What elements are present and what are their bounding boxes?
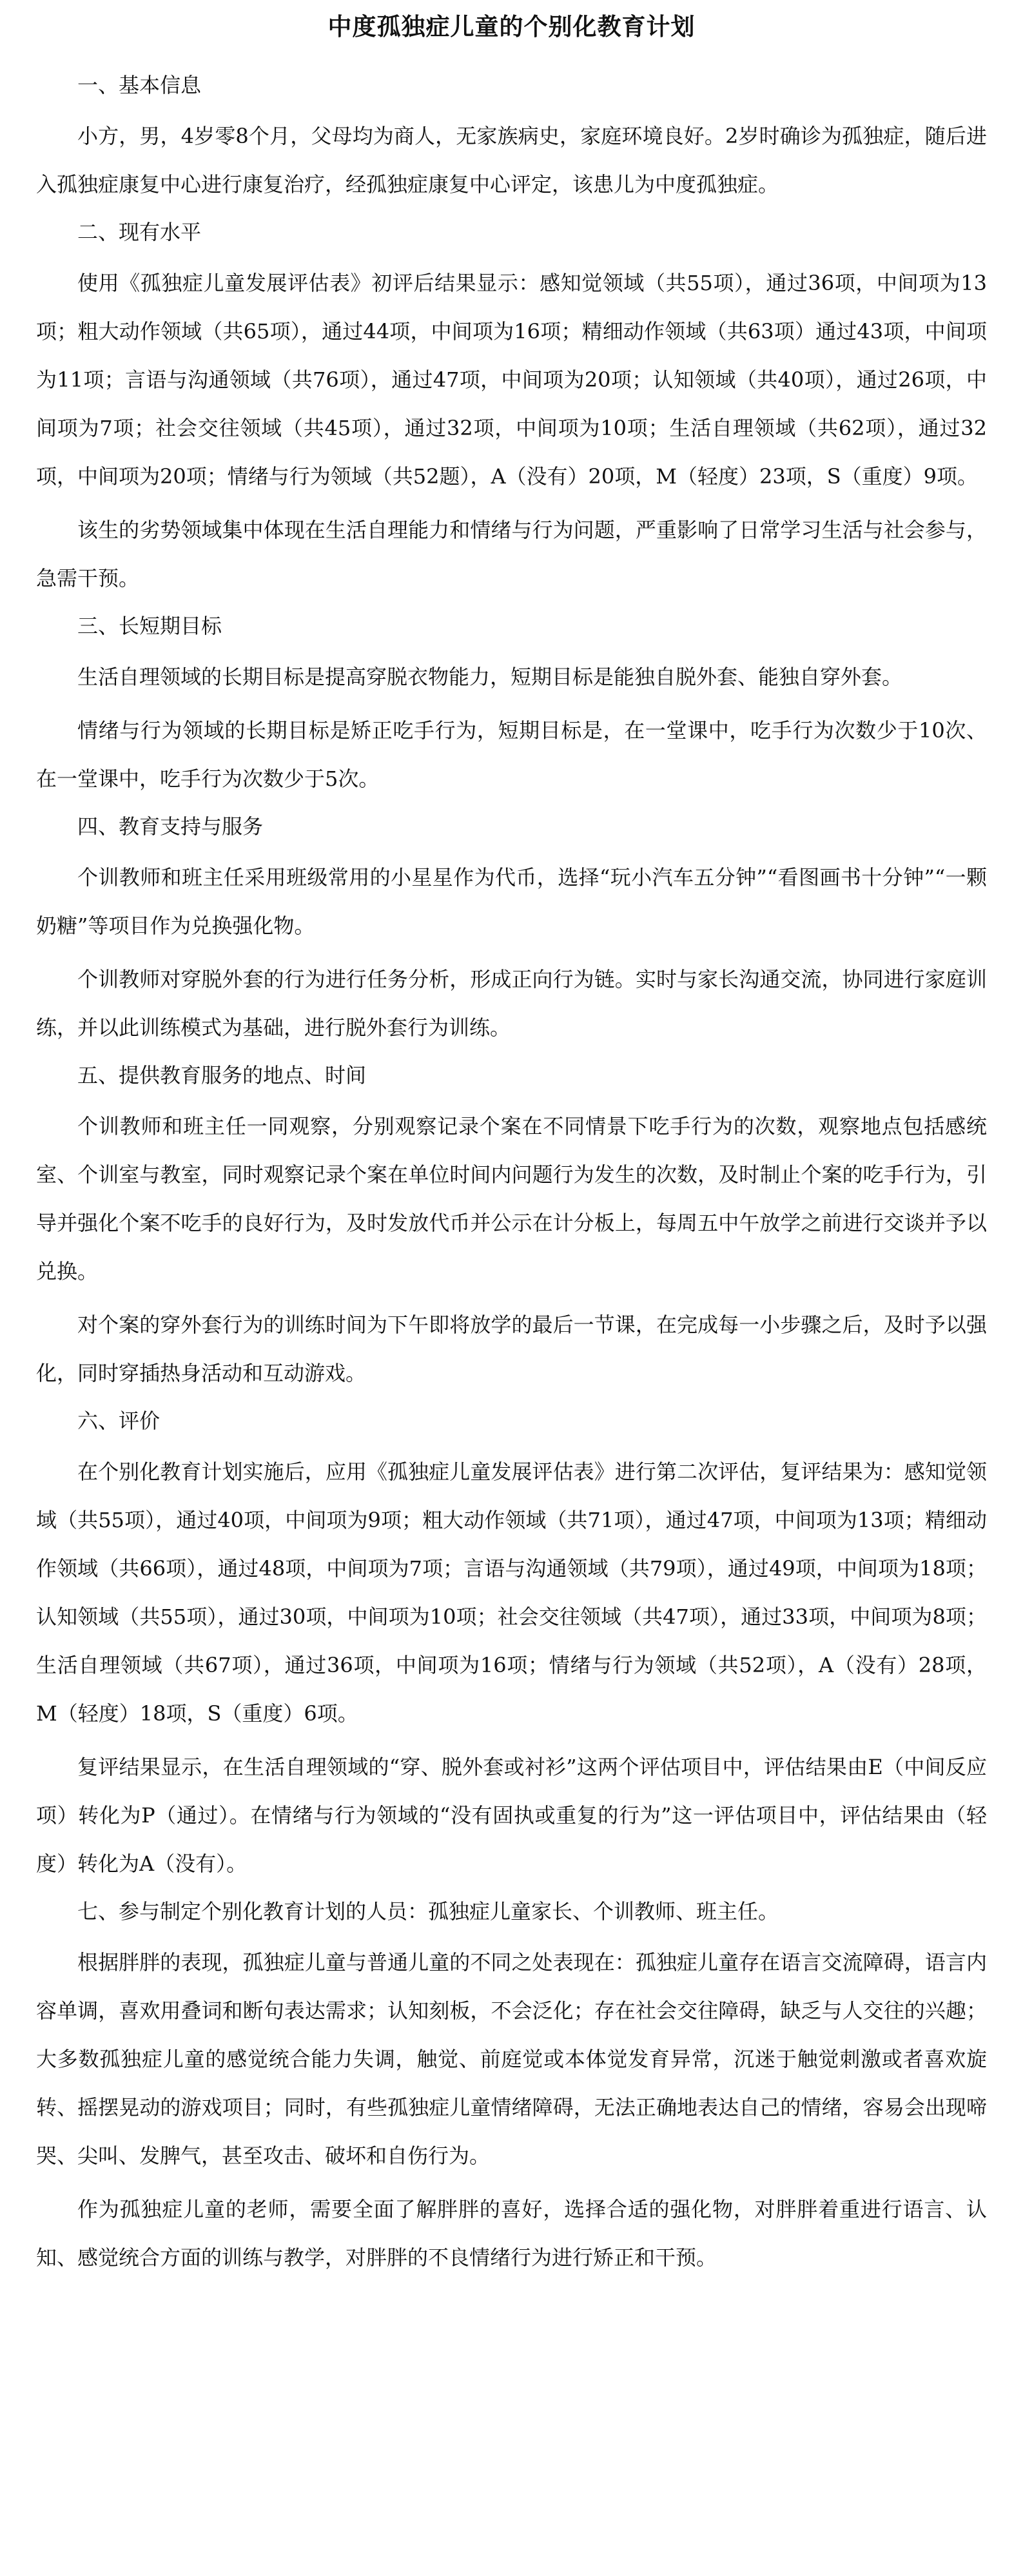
section-heading: 七、参与制定个别化教育计划的人员：孤独症儿童家长、个训教师、班主任。	[77, 1899, 779, 1924]
paragraph: 作为孤独症儿童的老师，需要全面了解胖胖的喜好，选择合适的强化物，对胖胖着重进行语言、认知、感觉统合方面的训练与教学，对胖胖的不良情绪行为进行矫正和干预。	[36, 2197, 987, 2270]
section-participants	[36, 1893, 987, 2282]
paragraph: 在个别化教育计划实施后，应用《孤独症儿童发展评估表》进行第二次评估，复评结果为：感知觉领域（共55项），通过40项，中间项为9项；粗大动作领域（共71项），通过47项，中间项为13项；精细动作领域（共66项），通过48项，中间项为7项；言语与沟通领域（共79项），通过49项，中间项为18项；认知领域（共55项），通过30项，中间项为10项；社会交往领域（共47项），通过33项，中间项为8项；生活自理领域（共67项），通过36项，中间项为16项；情绪与行为领域（共52项），A（没有）28项，M（轻度）18项，S（重度）6项。	[36, 1459, 987, 1726]
paragraph: 该生的劣势领域集中体现在生活自理能力和情绪与行为问题，严重影响了日常学习生活与社会参与，急需干预。	[36, 518, 987, 590]
section-heading: 五、提供教育服务的地点、时间	[77, 1063, 367, 1088]
section-evaluation	[36, 1403, 987, 1888]
section-goals	[36, 608, 987, 803]
paragraph: 使用《孤独症儿童发展评估表》初评后结果显示：感知觉领域（共55项），通过36项，中间项为13项；粗大动作领域（共65项），通过44项，中间项为16项；精细动作领域（共63项）通过43项，中间项为11项；言语与沟通领域（共76项），通过47项，中间项为20项；认知领域（共40项），通过26项，中间项为7项；社会交往领域（共45项），通过32项，中间项为10项；生活自理领域（共62项），通过32项，中间项为20项；情绪与行为领域（共52题），A（没有）20项，M（轻度）23项，S（重度）9项。	[36, 271, 987, 489]
section-heading: 二、现有水平	[77, 220, 202, 244]
paragraph: 复评结果显示，在生活自理领域的“穿、脱外套或衬衫”这两个评估项目中，评估结果由E（中间反应项）转化为P（通过）。在情绪与行为领域的“没有固执或重复的行为”这一评估项目中，评估结果由（轻度）转化为A（没有）。	[36, 1755, 987, 1876]
section-heading: 六、评价	[77, 1409, 161, 1433]
paragraph: 根据胖胖的表现，孤独症儿童与普通儿童的不同之处表现在：孤独症儿童存在语言交流障碍，语言内容单调，喜欢用叠词和断句表达需求；认知刻板，不会泛化；存在社会交往障碍，缺乏与人交往的兴趣；大多数孤独症儿童的感觉统合能力失调，触觉、前庭觉或本体觉发育异常，沉迷于触觉刺激或者喜欢旋转、摇摆晃动的游戏项目；同时，有些孤独症儿童情绪障碍，无法正确地表达自己的情绪，容易会出现啼哭、尖叫、发脾气，甚至攻击、破坏和自伤行为。	[36, 1950, 987, 2168]
paragraph: 对个案的穿外套行为的训练时间为下午即将放学的最后一节课，在完成每一小步骤之后，及时予以强化，同时穿插热身活动和互动游戏。	[36, 1312, 987, 1385]
document-title: 中度孤独症儿童的个别化教育计划	[327, 12, 696, 41]
section-support-services	[36, 808, 987, 1052]
section-heading: 一、基本信息	[77, 73, 202, 97]
paragraph: 个训教师和班主任一同观察，分别观察记录个案在不同情景下吃手行为的次数，观察地点包括感统室、个训室与教室，同时观察记录个案在单位时间内问题行为发生的次数，及时制止个案的吃手行为，引导并强化个案不吃手的良好行为，及时发放代币并公示在计分板上，每周五中午放学之前进行交谈并予以兑换。	[36, 1114, 987, 1283]
section-basic-info	[36, 67, 987, 209]
paragraph: 生活自理领域的长期目标是提高穿脱衣物能力，短期目标是能独自脱外套、能独自穿外套。	[77, 665, 903, 689]
section-location-time	[36, 1057, 987, 1398]
paragraph: 个训教师和班主任采用班级常用的小星星作为代币，选择“玩小汽车五分钟”“看图画书十分钟”“一颗奶糖”等项目作为兑换强化物。	[36, 865, 987, 938]
section-heading: 四、教育支持与服务	[77, 814, 264, 839]
paragraph: 小方，男，4岁零8个月，父母均为商人，无家族病史，家庭环境良好。2岁时确诊为孤独症，随后进入孤独症康复中心进行康复治疗，经孤独症康复中心评定，该患儿为中度孤独症。	[36, 124, 987, 197]
section-current-level	[36, 214, 987, 603]
paragraph: 个训教师对穿脱外套的行为进行任务分析，形成正向行为链。实时与家长沟通交流，协同进行家庭训练，并以此训练模式为基础，进行脱外套行为训练。	[36, 967, 987, 1040]
section-heading: 三、长短期目标	[77, 614, 222, 638]
paragraph: 情绪与行为领域的长期目标是矫正吃手行为，短期目标是，在一堂课中，吃手行为次数少于10次、在一堂课中，吃手行为次数少于5次。	[36, 718, 987, 791]
